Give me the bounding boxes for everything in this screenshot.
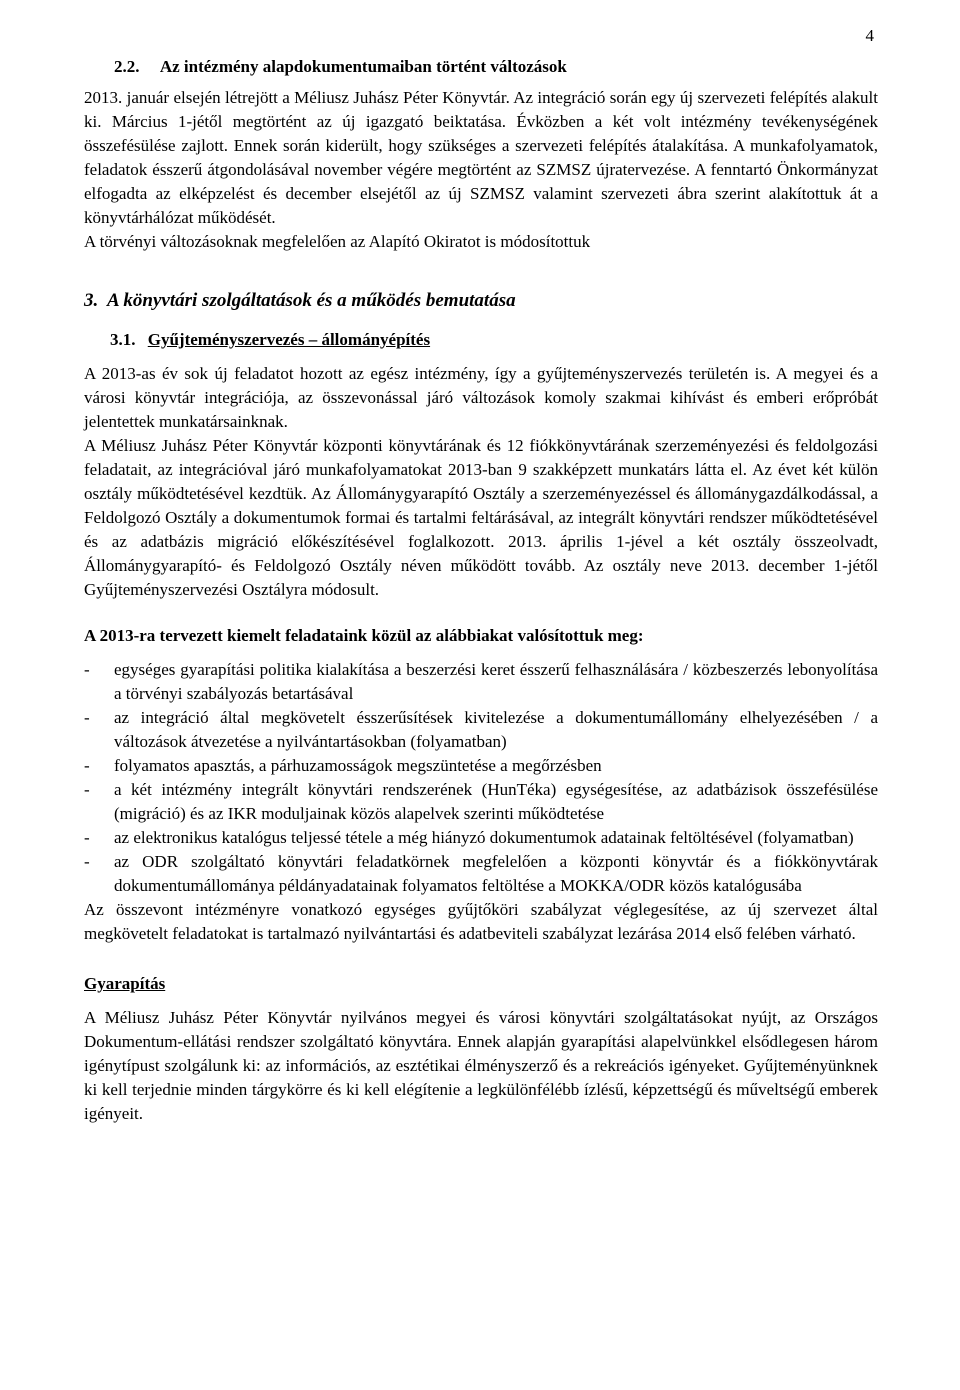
list-item-text: folyamatos apasztás, a párhuzamosságok megszüntetése a megőrzésben <box>114 756 602 775</box>
list-item-text: az integráció által megkövetelt ésszerűsítések kivitelezése a dokumentumállomány elhelyezésében / a változások átvezetése a nyilvántartásokban (folyamatban) <box>114 708 878 751</box>
list-item-text: egységes gyarapítási politika kialakítása a beszerzési keret ésszerű felhasználására / közbeszerzés lebonyolítása a törvényi szabályozás betartásával <box>114 660 878 703</box>
tasks-heading: A 2013-ra tervezett kiemelt feladataink közül az alábbiakat valósítottuk meg: <box>84 626 644 645</box>
list-item-text: a két intézmény integrált könyvtári rendszerének (HunTéka) egységesítése, az adatbázisok összefésülése (migráció) és az IKR moduljainak közös alapelvek szerinti működtetése <box>114 780 878 823</box>
section-2-2-paragraph: A törvényi változásoknak megfelelően az Alapító Okiratot is módosítottuk <box>84 232 591 251</box>
list-dash: - <box>84 828 90 847</box>
list-dash: - <box>84 780 90 799</box>
section-2-2-heading <box>114 54 878 80</box>
section-3-1-title: Gyűjteményszervezés – állományépítés <box>147 330 431 349</box>
section-2-2-paragraph: 2013. január elsején létrejött a Méliusz Juhász Péter Könyvtár. Az integráció során egy új szervezeti felépítés alakult ki. Március 1-jétől megtörtént az új igazgató beiktatása. Évközben a két volt intézmény tevékenységének összefésülése zajlott. Ennek során kiderült, hogy szükséges a szervezeti felépítés átalakítása. A munkafolyamatok, feladatok ésszerű átgondolásával november végére megtörtént az SZMSZ újratervezése. A fenntartó Önkormányzat elfogadta az elképzelést és december elsejétől az új SZMSZ valamint szervezeti ábra szerint alakítottuk át a könyvtárhálózat működését. <box>84 88 878 227</box>
list-dash: - <box>84 756 90 775</box>
section-3-1-paragraph: A Méliusz Juhász Péter Könyvtár központi könyvtárának és 12 fiókkönyvtárának szerzeményezési és feldolgozási feladatait, az integrációval járó munkafolyamatokat 2013-ban 9 szakképzett munkatárs látta el. Az évet két külön osztály működtetésével kezdtük. Az Állománygyarapító Osztály a szerzeményezéssel és állománygazdálkodással, a Feldolgozó Osztály a dokumentumok formai és tartalmi feltárásával, az integrált könyvtári rendszer működtetésével és az adatbázis migráció előkészítésével foglalkozott. 2013. április 1-jével a két osztály összeolvadt, Állománygyarapító- és Feldolgozó Osztály néven működött tovább. Az osztály neve 2013. december 1-jétől Gyűjteményszervezési Osztályra módosult. <box>84 436 878 599</box>
section-3-1-heading <box>84 328 878 352</box>
section-2-2-number: 2.2. <box>114 57 140 76</box>
list-item <box>84 706 878 754</box>
list-item <box>84 826 878 850</box>
list-dash: - <box>84 852 90 871</box>
section-3-1-number: 3.1. <box>110 330 136 349</box>
gyarapitas-paragraph: A Méliusz Juhász Péter Könyvtár nyilvános megyei és városi könyvtári szolgáltatásokat nyújt, az Országos Dokumentum-ellátási rendszer szolgáltató könyvtára. Ennek alapján gyarapítási alapelvünkkel elsődlegesen három igénytípust szolgálunk ki: az információs, az esztétikai élményszerző és a rekreációs igényeket. Gyűjteményünknek ki kell terjednie minden tárgykörre és ki kell elégítenie a legkülönfélébb ízlésű, képzettségű és műveltségű emberek igényeit. <box>84 1008 878 1123</box>
list-dash: - <box>84 660 90 679</box>
list-item-text: az ODR szolgáltató könyvtári feladatkörnek megfelelően a központi könyvtár és a fiókkönyvtárak dokumentumállománya példányadatainak folyamatos feltöltése a MOKKA/ODR közös katalógusába <box>114 852 878 895</box>
section-2-2-title: Az intézmény alapdokumentumaiban történt változások <box>159 57 567 76</box>
list-item <box>84 754 878 778</box>
list-item <box>84 658 878 706</box>
list-item <box>84 778 878 826</box>
section-3-1-paragraph: A 2013-as év sok új feladatot hozott az egész intézmény, így a gyűjteményszervezés területén is. A megyei és a városi könyvtár integrációja, az összevonással járó változások komoly szakmai kihívást és emberi erőpróbát jelentettek munkatársainknak. <box>84 364 878 431</box>
gyarapitas-heading: Gyarapítás <box>84 974 166 993</box>
section-3-heading: 3. A könyvtári szolgáltatások és a működés bemutatása <box>84 290 516 311</box>
tasks-list <box>84 658 878 898</box>
list-item-text: az elektronikus katalógus teljessé tétele a még hiányzó dokumentumok adatainak feltöltésével (folyamatban) <box>114 828 854 847</box>
page-number: 4 <box>865 26 874 45</box>
list-dash: - <box>84 708 90 727</box>
page-content <box>84 54 878 1126</box>
tasks-closing-paragraph: Az összevont intézményre vonatkozó egységes gyűjtőköri szabályzat véglegesítése, az új szervezet által megkövetelt feladatokat is tartalmazó nyilvántartási és adatbeviteli szabályzat lezárása 2014 első felében várható. <box>84 900 878 943</box>
list-item <box>84 850 878 898</box>
